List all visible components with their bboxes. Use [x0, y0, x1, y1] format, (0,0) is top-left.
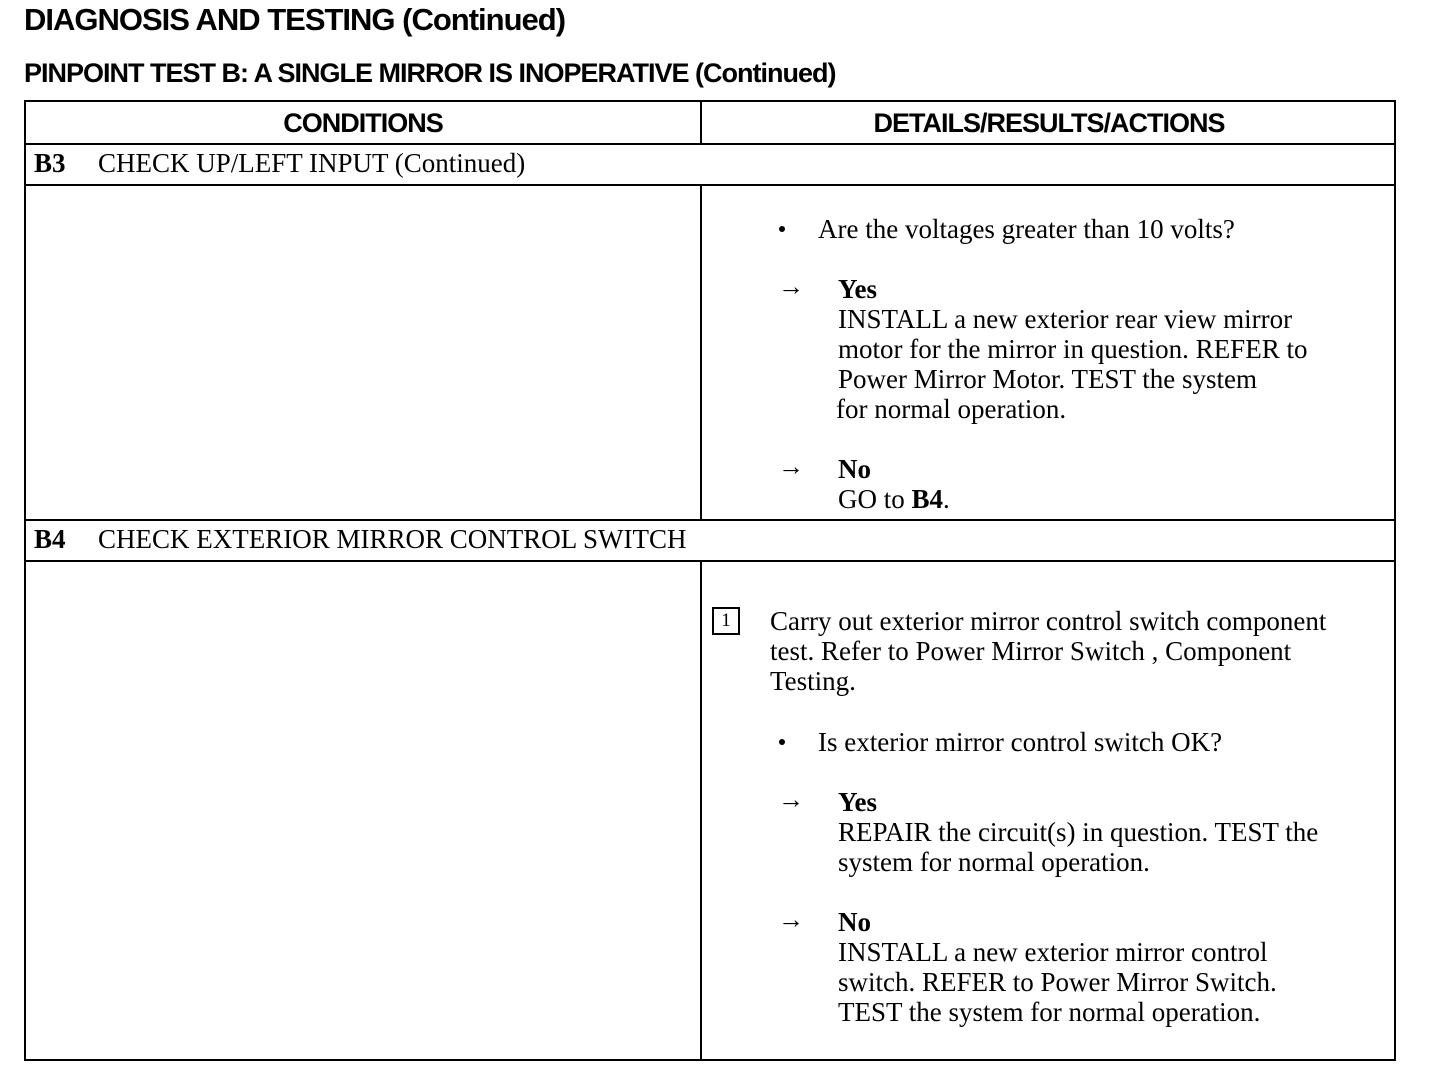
- b4-no-label: No: [838, 907, 871, 937]
- b3-no-label: No: [838, 454, 871, 484]
- b3-no-suffix: .: [943, 484, 950, 514]
- b4-column-divider: [700, 560, 702, 1059]
- page-title: DIAGNOSIS AND TESTING (Continued): [24, 2, 566, 37]
- arrow-right-icon: →: [778, 272, 804, 301]
- b3-yes-line-3: Power Mirror Motor. TEST the system: [838, 364, 1257, 394]
- b3-no-action: [838, 484, 950, 514]
- step-b3-title: CHECK UP/LEFT INPUT (Continued): [98, 148, 526, 178]
- b3-column-divider: [700, 184, 702, 519]
- bullet-icon: [779, 226, 785, 232]
- b4-yes-line-2: system for normal operation.: [838, 847, 1150, 877]
- b4-no-line-2: switch. REFER to Power Mirror Switch.: [838, 967, 1277, 997]
- header-divider: [26, 143, 1394, 145]
- step-number-box: 1: [712, 607, 740, 635]
- b3-yes-line-4: for normal operation.: [836, 394, 1067, 424]
- b4-no-line-1: INSTALL a new exterior mirror control: [838, 937, 1268, 967]
- b3-yes-line-1: INSTALL a new exterior rear view mirror: [838, 304, 1293, 334]
- b4-row-divider: [26, 560, 1394, 562]
- details-header: DETAILS/RESULTS/ACTIONS: [873, 108, 1225, 138]
- b4-yes-label: Yes: [838, 787, 877, 817]
- pinpoint-test-title: PINPOINT TEST B: A SINGLE MIRROR IS INOPERATIVE (Continued): [24, 58, 836, 88]
- b4-row-top-divider: [26, 519, 1394, 521]
- step-b3-header: [34, 148, 525, 178]
- b4-yes-line-1: REPAIR the circuit(s) in question. TEST the: [838, 817, 1319, 847]
- pinpoint-test-table: [24, 100, 1396, 1061]
- arrow-right-icon: →: [778, 905, 804, 934]
- b3-yes-label: Yes: [838, 274, 877, 304]
- step-b4-header: [34, 524, 687, 554]
- step-b3-id: B3: [34, 148, 66, 178]
- conditions-header: CONDITIONS: [283, 108, 443, 138]
- arrow-right-icon: →: [778, 452, 804, 481]
- step-b4-id: B4: [34, 524, 66, 554]
- b4-step-line-3: Testing.: [770, 666, 856, 696]
- b4-question: Is exterior mirror control switch OK?: [818, 727, 1223, 757]
- arrow-right-icon: →: [778, 785, 804, 814]
- step-b4-title: CHECK EXTERIOR MIRROR CONTROL SWITCH: [98, 524, 687, 554]
- b3-yes-line-2: motor for the mirror in question. REFER to: [838, 334, 1308, 364]
- b3-question: Are the voltages greater than 10 volts?: [818, 214, 1235, 244]
- bullet-icon: [779, 739, 785, 745]
- b4-no-line-3: TEST the system for normal operation.: [838, 997, 1261, 1027]
- header-column-divider: [700, 102, 702, 143]
- b3-no-target-link[interactable]: B4: [911, 484, 944, 514]
- b4-step-line-1: Carry out exterior mirror control switch component: [770, 606, 1327, 636]
- b4-step-line-2: test. Refer to Power Mirror Switch , Component: [770, 636, 1292, 666]
- b3-no-prefix: GO to: [838, 484, 912, 514]
- b3-row-divider: [26, 184, 1394, 186]
